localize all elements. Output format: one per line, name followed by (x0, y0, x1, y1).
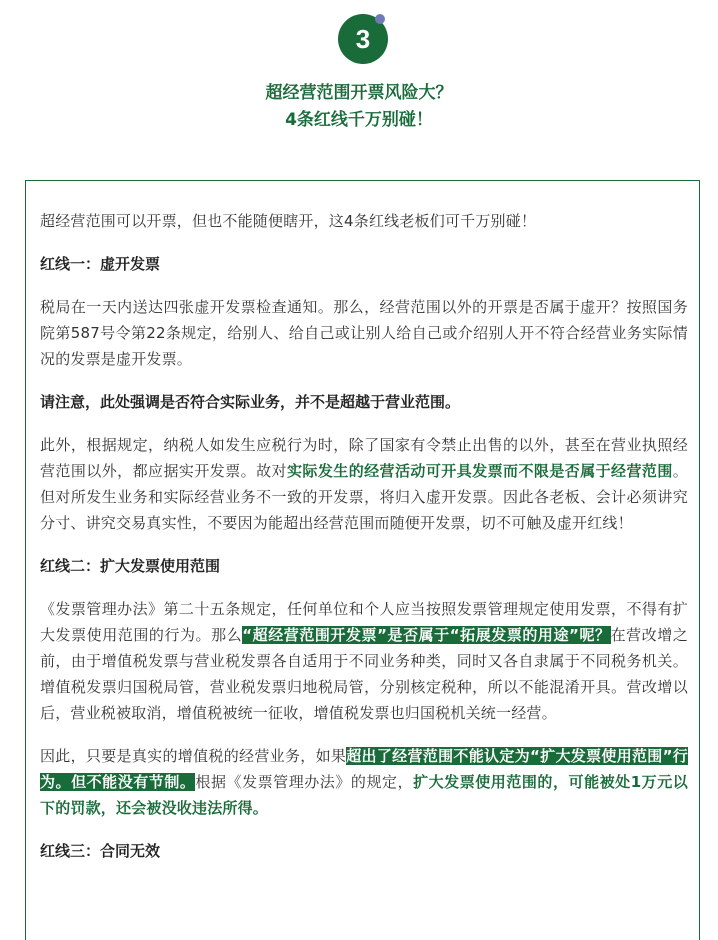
intro-paragraph: 超经营范围可以开票，但也不能随便瞎开，这4条红线老板们可千万别碰！ (40, 212, 537, 230)
highlighted-statement: 超出了经营范围不能认定为“扩大发票使用范围”行为。但不能没有节制。 (40, 747, 688, 791)
redline-1-note: 请注意，此处强调是否符合实际业务，并不是超越于营业范围。 (40, 393, 461, 411)
redline-2-heading: 红线二：扩大发票使用范围 (40, 557, 221, 575)
redline-2-paragraph-2 (40, 743, 688, 821)
title-line-1: 超经营范围开票风险大？ (265, 83, 453, 103)
badge-dot-decoration (375, 14, 385, 24)
title-line-2: 4条红线千万别碰！ (285, 110, 433, 130)
section-number-badge (338, 14, 392, 68)
green-emphasis: 扩大发票使用范围的，可能被处1万元以下的罚款，还会被没收违法所得。 (40, 773, 688, 817)
redline-1-paragraph-2 (40, 432, 688, 536)
text-segment: 。但对所发生业务和实际经营业务不一致的开发票，将归入虚开发票。因此各老板、会计必须讲究分寸、讲究交易真实性，不要因为能超出经营范围而随便开发票，切不可触及虚开红线！ (40, 462, 688, 532)
badge-number: 3 (338, 14, 388, 64)
text-segment: 在营改增之前，由于增值税发票与营业税发票各自适用于不同业务种类，同时又各自隶属于不同税务机关。增值税发票归国税局管，营业税发票归地税局管，分别核定税种，所以不能混淆开具。营改增以后，营业税被取消，增值税被统一征收，增值税发票也归国税机关统一经营。 (40, 626, 688, 722)
text-segment: 因此，只要是真实的增值税的经营业务，如果 (40, 747, 347, 765)
redline-1-heading: 红线一：虚开发票 (40, 255, 161, 273)
text-segment: 《发票管理办法》第二十五条规定，任何单位和个人应当按照发票管理规定使用发票，不得有扩大发票使用范围的行为。那么 (40, 600, 688, 644)
redline-1-paragraph-1: 税局在一天内送达四张虚开发票检查通知。那么，经营范围以外的开票是否属于虚开？按照国务院第587号令第22条规定，给别人、给自己或让别人给自己或介绍别人开不符合经营业务实际情况的发票是虚开发票。 (40, 298, 688, 368)
highlighted-question: “超经营范围开发票”是否属于“拓展发票的用途”呢？ (242, 626, 611, 644)
green-emphasis: 实际发生的经营活动可开具发票而不限是否属于经营范围 (286, 462, 673, 480)
text-segment: 根据《发票管理办法》的规定， (195, 773, 414, 791)
article-content (40, 208, 688, 864)
redline-2-paragraph-1 (40, 596, 688, 726)
redline-3-heading: 红线三：合同无效 (40, 842, 161, 860)
text-segment: 此外，根据规定，纳税人如发生应税行为时，除了国家有令禁止出售的以外，甚至在营业执照经营范围以外，都应据实开发票。故对 (40, 436, 688, 480)
